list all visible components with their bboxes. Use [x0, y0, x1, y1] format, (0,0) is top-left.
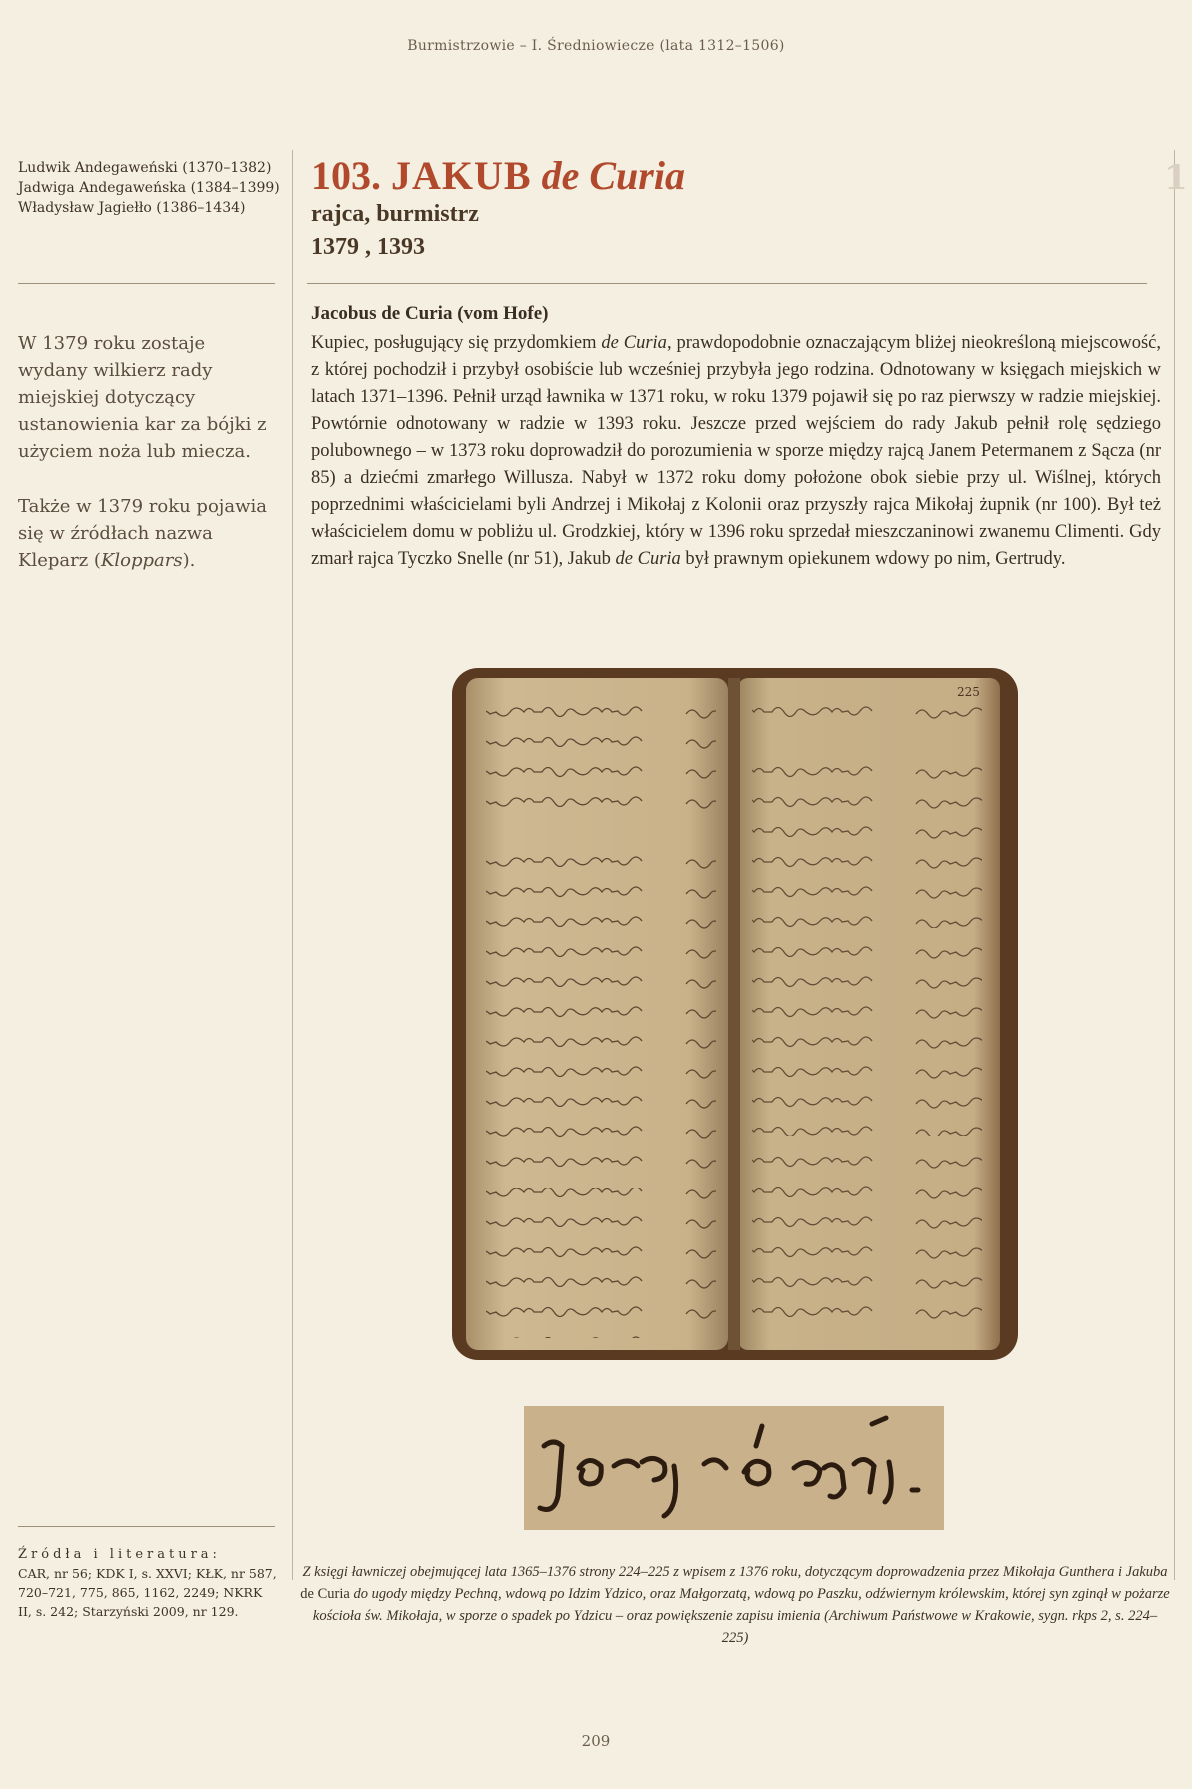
rule-sources — [18, 1526, 275, 1527]
note-text: Także w 1379 roku pojawia się w źródłach nazwa Kleparz ( — [18, 496, 267, 571]
caption-roman: de Curia — [300, 1586, 350, 1602]
running-head: Burmistrzowie – I. Średniowiecze (lata 1312–1506) — [407, 38, 785, 54]
latin-name: Jacobus de Curia (vom Hofe) — [311, 303, 549, 324]
caption-text: ) — [743, 1630, 749, 1646]
bio-italic: de Curia — [601, 333, 667, 353]
entry-number: 103. — [311, 153, 381, 198]
bio-text: był prawnym opiekunem wdowy po nim, Gertrudy. — [680, 549, 1066, 569]
script-block — [752, 760, 982, 928]
sources-block — [18, 1545, 280, 1621]
entry-years: 1379 , 1393 — [311, 234, 425, 260]
ruler-item: Jadwiga Andegaweńska (1384–1399) — [18, 180, 280, 196]
bio-text: , prawdopodobnie oznaczającym bliżej nieokreśloną miejscowość, z której pochodził i przybył osobiście lub wcześniej przybyła jego rodzina. Odnotowany w księgach miejskich w latach 1371–1396. Pełnił urząd ławnika w 1371 roku, w roku 1379 pojawił się po raz pierwszy w radzie miejskiej. Powtórnie odnotowany w radzie w 1393 roku. Jeszcze przed wejściem do rady Jakub pełnił rolę sędziego polubownego – w 1373 roku doprowadził do porozumienia w sporze między rajcą Janem Petermanem z Sącza (nr 85) a dziećmi zmarłego Willusza. Nabył w 1372 roku domy położone obok siebie przy ul. Wiślnej, których poprzednimi właścicielami byli Andrzej i Mikołaj z Kolonii oraz przyszły rajca Mikołaj żupnik (nr 100). Był też właścicielem domu w pobliżu ul. Grodzkiej, który w 1396 roku sprzedał mieszczaninowi zwanemu Climenti. Gdy zmarł rajca Tyczko Snelle (nr 51), Jakub — [311, 333, 1161, 569]
entry-particle: de Curia — [541, 153, 685, 198]
side-note-wilkierz: W 1379 roku zostaje wydany wilkierz rady miejskiej dotyczący ustanowienia kar za bójki z użyciem noża lub miecza. — [18, 333, 267, 462]
caption-text: Z księgi ławniczej obejmującej lata 1365–1376 strony 224–225 z wpisem z 1376 roku, dotyczącym doprowadzenia przez Mikołaja Gunthera i Jakuba — [302, 1564, 1168, 1580]
script-block — [752, 690, 982, 730]
rulers-list — [18, 158, 280, 218]
ruler-item: Ludwik Andegaweński (1370–1382) — [18, 160, 272, 176]
entry-role: rajca, burmistrz — [311, 201, 479, 227]
bio-italic: de Curia — [615, 549, 681, 569]
sources-text: CAR, nr 56; KDK I, s. XXVI; KŁK, nr 587, 720–721, 775, 865, 1162, 2249; NKRK II, s. 242; Starzyński 2009, nr 129. — [18, 1566, 277, 1619]
side-note-kleparz — [18, 493, 273, 574]
manuscript-page-number: 225 — [957, 685, 980, 699]
biography — [311, 330, 1161, 573]
manuscript-image — [452, 668, 1018, 1360]
figure-caption — [300, 1561, 1170, 1649]
column-divider-left — [292, 150, 293, 1580]
sources-heading: Źródła i literatura: — [18, 1547, 221, 1562]
page-number: 209 — [581, 1732, 611, 1750]
rule-left-top — [18, 283, 275, 284]
note-italic: Kloppars — [100, 550, 183, 571]
ruler-item: Władysław Jagiełło (1386–1434) — [18, 200, 246, 216]
caption-text: Archiwum Państwowe w Krakowie, sygn. rkps 2, s. 224–225 — [721, 1608, 1158, 1646]
script-block — [486, 698, 716, 826]
signature-enlargement — [524, 1406, 944, 1530]
note-text: ). — [182, 550, 196, 571]
script-block — [752, 1146, 982, 1336]
facing-page-bleed: 1 — [1164, 158, 1188, 198]
script-block — [486, 846, 716, 1176]
caption-text: do ugody między Pechną, wdową po Idzim Ydzico, oraz Małgorzatą, wdową po Paszku, odźwiernym królewskim, której syn zginął w pożarze kościoła św. Mikołaja, w sporze o spadek po Ydzicu – oraz powiększenie zapisu imienia ( — [312, 1586, 1170, 1624]
rule-main-top — [307, 283, 1147, 284]
column-divider-right — [1174, 150, 1175, 1580]
gutter — [728, 678, 740, 1350]
script-block — [486, 1188, 716, 1338]
script-block — [752, 936, 982, 1136]
entry-title — [311, 152, 685, 199]
entry-name: JAKUB — [391, 153, 532, 198]
bio-text: Kupiec, posługujący się przydomkiem — [311, 333, 602, 353]
